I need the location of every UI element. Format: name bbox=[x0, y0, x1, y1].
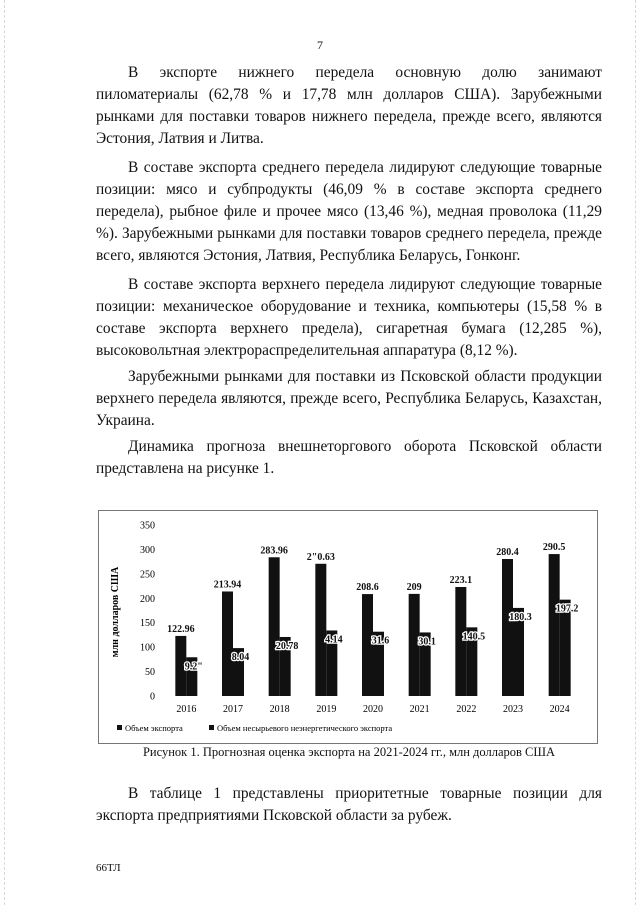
figure-caption: Рисунок 1. Прогнозная оценка экспорта на 2021-2024 гг., млн долларов США bbox=[142, 745, 556, 759]
y-tick-label: 300 bbox=[140, 544, 155, 556]
scan-edge-right bbox=[635, 0, 637, 905]
data-label: 180.3 bbox=[509, 611, 532, 623]
x-tick-label: 2021 bbox=[409, 704, 430, 715]
data-label: 8.04 bbox=[231, 652, 250, 664]
paragraph: Зарубежными рынками для поставки из Псковской области продукции верхнего передела являются, прежде всего, Республика Беларусь, Казахстан, Украина. bbox=[96, 368, 602, 429]
bar-export bbox=[549, 554, 560, 696]
data-label: 208.6 bbox=[356, 582, 379, 594]
data-label: 213.94 bbox=[213, 579, 242, 591]
data-label: 2"0.63 bbox=[306, 551, 335, 563]
bar-export bbox=[222, 591, 233, 696]
x-tick-label: 2024 bbox=[549, 704, 570, 715]
data-label: 140.5 bbox=[462, 631, 486, 643]
data-label: 31.6 bbox=[371, 635, 390, 647]
x-tick-label: 2017 bbox=[223, 704, 243, 715]
legend-label: Объем несырьевого неэнергетического экспорта bbox=[217, 723, 393, 733]
y-tick-label: 150 bbox=[140, 618, 155, 630]
y-tick-label: 0 bbox=[150, 691, 155, 703]
body-text bbox=[96, 62, 602, 484]
y-tick-label: 200 bbox=[140, 593, 155, 605]
data-label: 4.14 bbox=[325, 634, 343, 646]
paragraph: В составе экспорта среднего передела лидируют следующие товарные позиции: мясо и субпродукты (46,09 % в составе экспорта среднего передела), рыбное филе и прочее мясо (13,46 %), медная проволока (11,29 %). Зарубежными рынками для поставки товаров среднего передела, прежде всего, являются Эстония, Латвия, Республика Беларусь, Гонконг. bbox=[96, 159, 602, 264]
data-label: 223.1 bbox=[449, 574, 473, 586]
bar-export bbox=[502, 559, 513, 696]
x-tick-label: 2023 bbox=[503, 704, 523, 715]
y-tick-label: 250 bbox=[140, 569, 155, 581]
y-tick-label: 350 bbox=[140, 520, 155, 532]
scan-edge-left bbox=[4, 0, 6, 905]
legend-swatch bbox=[117, 725, 122, 730]
chart-svg bbox=[99, 511, 597, 743]
y-axis-label: млн долларов США bbox=[110, 566, 121, 658]
bar-export bbox=[269, 557, 280, 696]
data-label: 280.4 bbox=[496, 547, 519, 559]
x-tick-label: 2019 bbox=[316, 704, 337, 715]
data-label: 197.2 bbox=[555, 603, 579, 615]
legend-swatch bbox=[209, 725, 214, 730]
data-label: 122.96 bbox=[167, 623, 195, 635]
data-label: 283.96 bbox=[260, 545, 288, 557]
paragraph: В таблице 1 представлены приоритетные товарные позиции для экспорта предприятиями Псковской области за рубеж. bbox=[96, 785, 602, 824]
x-tick-label: 2020 bbox=[363, 704, 383, 715]
y-tick-label: 50 bbox=[145, 667, 155, 679]
data-label: 9.2" bbox=[184, 661, 203, 673]
closing-text bbox=[96, 783, 602, 827]
x-tick-label: 2018 bbox=[269, 704, 290, 715]
data-label: 290.5 bbox=[542, 542, 566, 554]
paragraph: Динамика прогноза внешнеторгового оборота Псковской области представлена на рисунке 1. bbox=[96, 438, 602, 477]
page-number: 7 bbox=[317, 38, 323, 52]
bar-export bbox=[315, 564, 326, 696]
paragraph: В составе экспорта верхнего передела лидируют следующие товарные позиции: механическое оборудование и техника, компьютеры (15,58 % в составе экспорта верхнего предела), сигаретная бумага (12,285 %), высоковольтная электрораспределительная аппаратура (8,12 %). bbox=[96, 276, 602, 359]
export-chart bbox=[98, 510, 598, 744]
document-code: 66ТЛ bbox=[96, 862, 121, 874]
data-label: 30.1 bbox=[418, 636, 436, 648]
data-label: 209 bbox=[406, 581, 422, 593]
legend-label: Объем экспорта bbox=[125, 723, 183, 733]
x-tick-label: 2022 bbox=[456, 704, 477, 715]
data-label: 20.78 bbox=[275, 640, 299, 652]
paragraph: В экспорте нижнего передела основную долю занимают пиломатериалы (62,78 % и 17,78 млн долларов США). Зарубежными рынками для поставки товаров нижнего передела, прежде всего, являются Эстония, Латвия и Литва. bbox=[96, 64, 602, 147]
x-tick-label: 2016 bbox=[176, 704, 197, 715]
y-tick-label: 100 bbox=[140, 642, 155, 654]
